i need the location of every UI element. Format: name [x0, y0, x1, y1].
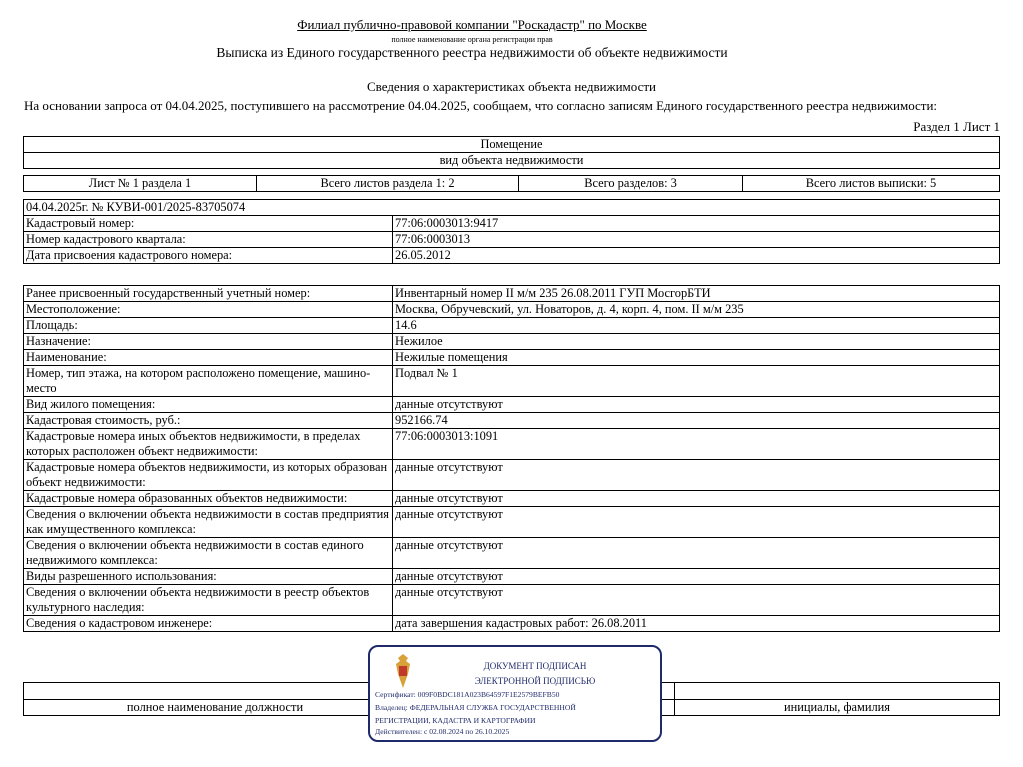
object-type: Помещение: [24, 137, 1000, 153]
org-caption: полное наименование органа регистрации прав: [391, 35, 553, 44]
characteristic-row: [24, 302, 1000, 318]
field-value: 952166.74: [393, 413, 1000, 429]
org-name: Филиал публично-правовой компании "Роскадастр" по Москве: [297, 17, 647, 32]
sheet-number: Лист № 1 раздела 1: [24, 176, 257, 192]
characteristic-row: [24, 397, 1000, 413]
stamp-valid: Действителен: с 02.08.2024 по 26.10.2025: [375, 727, 510, 736]
field-label: Назначение:: [24, 334, 393, 350]
field-label: Площадь:: [24, 318, 393, 334]
characteristic-row: [24, 334, 1000, 350]
name-caption: инициалы, фамилия: [675, 700, 1000, 716]
total-sheets-extract: Всего листов выписки: 5: [743, 176, 1000, 192]
stamp-owner1: Владелец: ФЕДЕРАЛЬНАЯ СЛУЖБА ГОСУДАРСТВЕННОЙ: [375, 703, 576, 712]
characteristics-table: [23, 285, 1000, 632]
characteristic-row: [24, 413, 1000, 429]
field-value: 77:06:0003013:1091: [393, 429, 1000, 460]
total-sections: Всего разделов: 3: [519, 176, 743, 192]
razdel-label: Раздел 1 Лист 1: [913, 119, 1000, 134]
field-label: Вид жилого помещения:: [24, 397, 393, 413]
field-value: Нежилое: [393, 334, 1000, 350]
stamp-cert: Сертификат: 009F0BDC181A023B64597F1E2579BEFB50: [375, 690, 560, 699]
field-value: 26.05.2012: [393, 248, 1000, 264]
field-label: Номер кадастрового квартала:: [24, 232, 393, 248]
characteristic-row: [24, 318, 1000, 334]
ident-row: [24, 248, 1000, 264]
field-value: данные отсутствуют: [393, 585, 1000, 616]
field-label: Дата присвоения кадастрового номера:: [24, 248, 393, 264]
characteristic-row: [24, 429, 1000, 460]
object-type-caption: вид объекта недвижимости: [24, 153, 1000, 169]
field-label: Кадастровые номера иных объектов недвижимости, в пределах которых расположен объект недвижимости:: [24, 429, 393, 460]
field-value: 77:06:0003013: [393, 232, 1000, 248]
coat-of-arms-icon: [388, 652, 418, 692]
characteristic-row: [24, 585, 1000, 616]
position-caption: полное наименование должности: [24, 700, 407, 716]
field-value: 77:06:0003013:9417: [393, 216, 1000, 232]
sheets-table: [23, 175, 1000, 192]
stamp-line1: ДОКУМЕНТ ПОДПИСАН: [483, 661, 587, 671]
ident-row: [24, 216, 1000, 232]
field-value: Нежилые помещения: [393, 350, 1000, 366]
characteristic-row: [24, 350, 1000, 366]
characteristic-row: [24, 538, 1000, 569]
field-label: Сведения о включении объекта недвижимости в состав единого недвижимого комплекса:: [24, 538, 393, 569]
field-label: Сведения о включении объекта недвижимости в реестр объектов культурного наследия:: [24, 585, 393, 616]
field-value: Подвал № 1: [393, 366, 1000, 397]
field-value: Инвентарный номер II м/м 235 26.08.2011 ГУП МосгорБТИ: [393, 286, 1000, 302]
field-value: данные отсутствуют: [393, 397, 1000, 413]
field-label: Ранее присвоенный государственный учетный номер:: [24, 286, 393, 302]
field-value: данные отсутствуют: [393, 491, 1000, 507]
characteristic-row: [24, 569, 1000, 585]
field-value: данные отсутствуют: [393, 460, 1000, 491]
characteristic-row: [24, 286, 1000, 302]
field-value: данные отсутствуют: [393, 569, 1000, 585]
field-value: 14.6: [393, 318, 1000, 334]
field-label: Кадастровый номер:: [24, 216, 393, 232]
field-value: данные отсутствуют: [393, 538, 1000, 569]
field-label: Наименование:: [24, 350, 393, 366]
section-title: Сведения о характеристиках объекта недвижимости: [366, 79, 657, 94]
characteristic-row: [24, 491, 1000, 507]
stamp-line2: ЭЛЕКТРОННОЙ ПОДПИСЬЮ: [474, 676, 596, 686]
field-label: Кадастровые номера объектов недвижимости, из которых образован объект недвижимости:: [24, 460, 393, 491]
field-label: Виды разрешенного использования:: [24, 569, 393, 585]
ident-table: [23, 199, 1000, 264]
characteristic-row: [24, 366, 1000, 397]
field-value: данные отсутствуют: [393, 507, 1000, 538]
characteristic-row: [24, 507, 1000, 538]
characteristic-row: [24, 616, 1000, 632]
total-sheets-section: Всего листов раздела 1: 2: [257, 176, 519, 192]
doc-number: 04.04.2025г. № КУВИ-001/2025-83705074: [24, 200, 1000, 216]
e-signature-stamp: [368, 645, 662, 742]
ident-row: [24, 232, 1000, 248]
field-label: Номер, тип этажа, на котором расположено помещение, машино-место: [24, 366, 393, 397]
characteristic-row: [24, 460, 1000, 491]
field-label: Сведения о кадастровом инженере:: [24, 616, 393, 632]
intro-text: На основании запроса от 04.04.2025, поступившего на рассмотрение 04.04.2025, сообщаем, что согласно записям Единого государственного реестра недвижимости:: [24, 98, 938, 113]
field-label: Сведения о включении объекта недвижимости в состав предприятия как имущественного комплекса:: [24, 507, 393, 538]
field-label: Кадастровая стоимость, руб.:: [24, 413, 393, 429]
document-title: Выписка из Единого государственного реестра недвижимости об объекте недвижимости: [216, 45, 728, 60]
object-type-table: [23, 136, 1000, 169]
stamp-owner2: РЕГИСТРАЦИИ, КАДАСТРА И КАРТОГРАФИИ: [375, 716, 536, 725]
field-value: Москва, Обручевский, ул. Новаторов, д. 4, корп. 4, пом. II м/м 235: [393, 302, 1000, 318]
field-label: Местоположение:: [24, 302, 393, 318]
field-label: Кадастровые номера образованных объектов недвижимости:: [24, 491, 393, 507]
field-value: дата завершения кадастровых работ: 26.08.2011: [393, 616, 1000, 632]
